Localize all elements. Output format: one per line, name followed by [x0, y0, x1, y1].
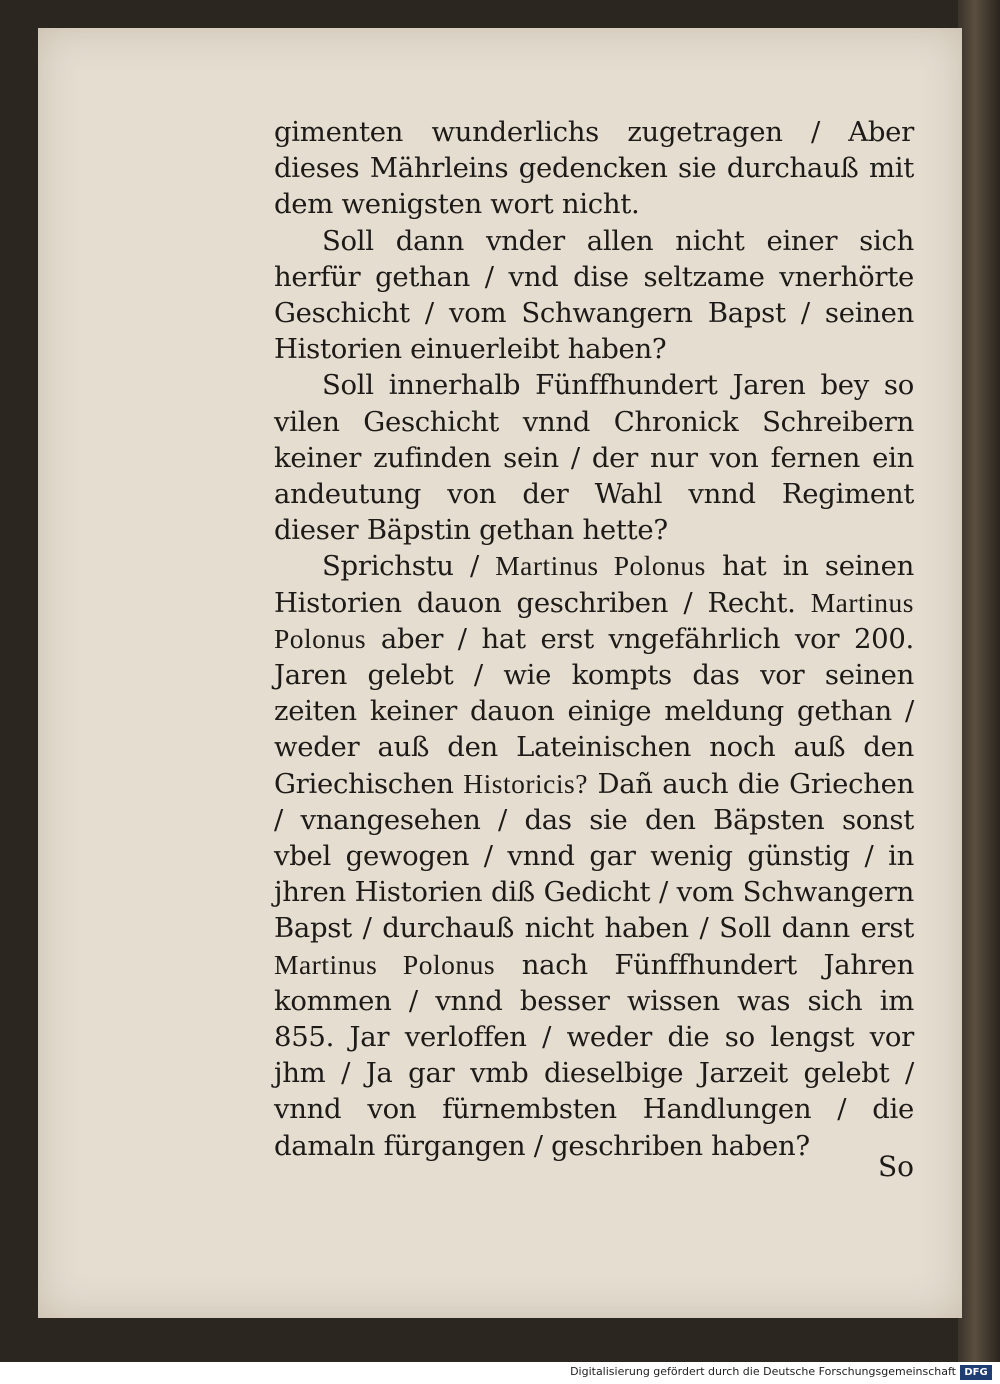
latin-name-text: Martinus Polonus	[495, 550, 706, 582]
catchword: So	[877, 1150, 914, 1183]
paragraph	[274, 548, 914, 1163]
fraktur-text: aber / hat erst vngefährlich vor 200. Jaren gelebt / wie kompts das vor seinen zeiten keiner dauon einige meldung gethan / weder auß den Lateinischen noch auß den Griechischen	[274, 622, 914, 800]
paragraph	[274, 367, 914, 548]
paragraph	[274, 223, 914, 368]
fraktur-text: gimenten wunderlichs zugetragen / Aber dieses Mährleins gedencken sie durchauß mit dem wenigsten wort nicht.	[274, 116, 914, 221]
funding-credit: Digitalisierung gefördert durch die Deutsche Forschungsgemeinschaft	[570, 1365, 956, 1378]
fraktur-text: nach Fünffhundert Jahren kommen / vnnd besser wissen was sich im 855. Jar verloffen / weder die so lengst vor jhm / Ja gar vmb dieselbige Jarzeit gelebt / vnnd von fürnembsten Handlungen / die damaln fürgangen / geschriben haben?	[274, 948, 915, 1162]
paragraph	[274, 114, 914, 223]
fraktur-text: Soll dann vnder allen nicht einer sich herfür gethan / vnd dise seltzame vnerhörte Geschicht / vom Schwangern Bapst / seinen Historien einuerleibt haben?	[274, 224, 914, 366]
fraktur-text: Sprichstu /	[322, 550, 496, 583]
latin-name-text: Historicis?	[463, 767, 588, 799]
book-edge	[958, 0, 1000, 1362]
footer-bar	[0, 1362, 1000, 1384]
fraktur-text: Soll innerhalb Fünffhundert Jaren bey so vilen Geschicht vnnd Chronick Schreibern keiner zufinden sein / der nur von fernen ein andeutung von der Wahl vnnd Regiment dieser Bäpstin gethan hette?	[274, 369, 914, 547]
fraktur-text: Dañ auch die Griechen / vnangesehen / das sie den Bäpsten sonst vbel gewogen / vnnd gar wenig günstig / in jhren Historien diß Gedicht / vom Schwangern Bapst / durchauß nicht haben / Soll dann erst	[274, 767, 914, 945]
book-page	[38, 28, 962, 1318]
dfg-logo: DFG	[960, 1365, 992, 1380]
fraktur-text: hat in seinen Historien dauon geschriben / Recht.	[274, 550, 914, 619]
latin-name-text: Martinus Polonus	[274, 948, 496, 980]
latin-name-text: Martinus Polonus	[274, 586, 914, 654]
page-text	[274, 114, 914, 1164]
